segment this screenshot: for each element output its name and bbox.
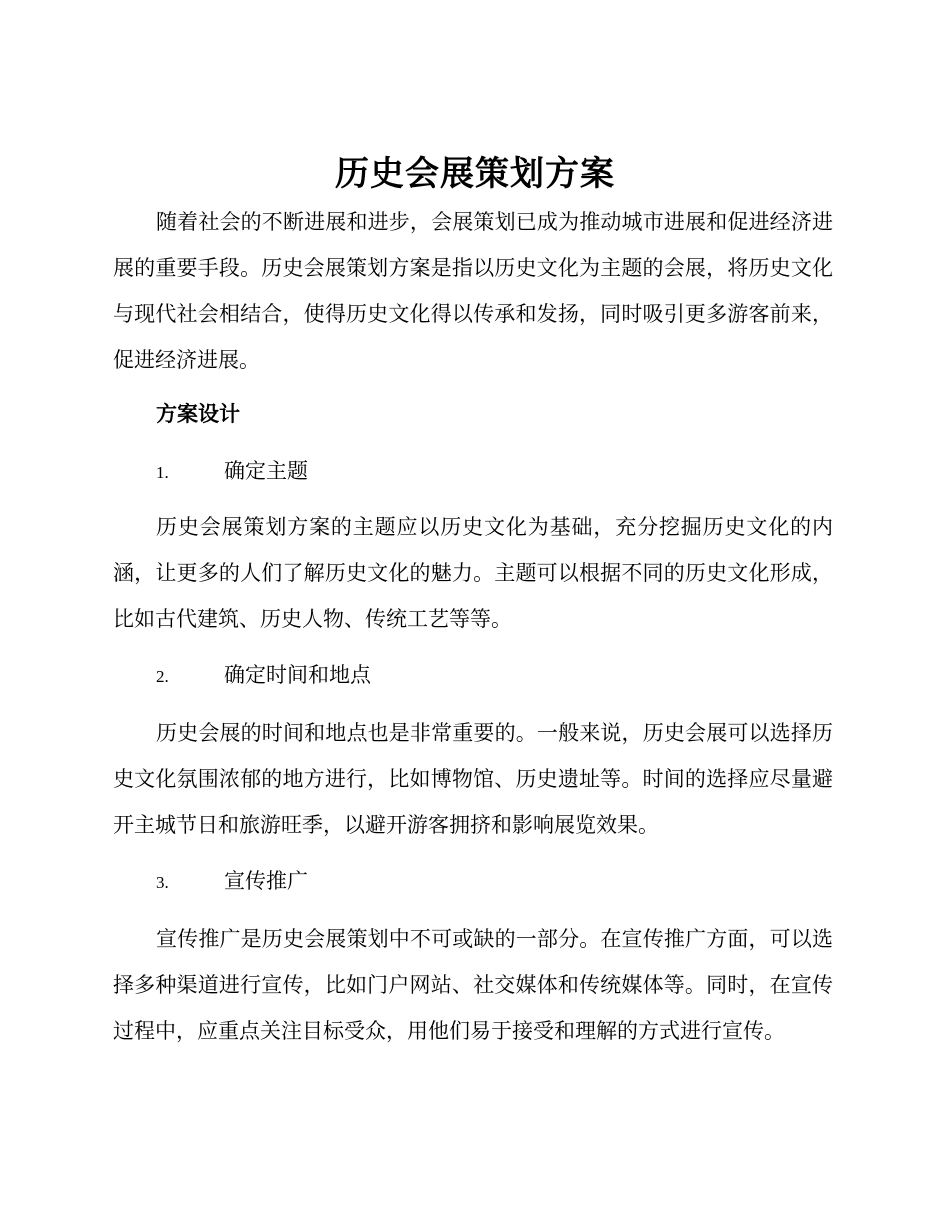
item-2-paragraph: 历史会展的时间和地点也是非常重要的。一般来说，历史会展可以选择历史文化氛围浓郁的地方进行，比如博物馆、历史遗址等。时间的选择应尽量避开主城节日和旅游旺季，以避开游客拥挤和影响展览效果。 <box>113 721 833 837</box>
intro-paragraph: 随着社会的不断进展和进步，会展策划已成为推动城市进展和促进经济进展的重要手段。历史会展策划方案是指以历史文化为主题的会展，将历史文化与现代社会相结合，使得历史文化得以传承和发扬，同时吸引更多游客前来，促进经济进展。 <box>113 210 833 372</box>
list-item-title: 确定时间和地点 <box>224 663 371 687</box>
list-item-title: 宣传推广 <box>224 869 308 893</box>
section-heading: 方案设计 <box>156 402 240 426</box>
document-title: 历史会展策划方案 <box>335 154 615 194</box>
list-item-title: 确定主题 <box>224 459 308 483</box>
list-number: 1. <box>156 463 169 482</box>
list-item-3 <box>156 866 308 898</box>
item-3-paragraph: 宣传推广是历史会展策划中不可或缺的一部分。在宣传推广方面，可以选择多种渠道进行宣传，比如门户网站、社交媒体和传统媒体等。同时，在宣传过程中，应重点关注目标受众，用他们易于接受和理解的方式进行宣传。 <box>113 927 833 1043</box>
list-item-2 <box>156 660 371 692</box>
item-1-paragraph: 历史会展策划方案的主题应以历史文化为基础，充分挖掘历史文化的内涵，让更多的人们了解历史文化的魅力。主题可以根据不同的历史文化形成，比如古代建筑、历史人物、传统工艺等等。 <box>113 515 833 631</box>
list-number: 3. <box>156 873 169 892</box>
list-number: 2. <box>156 667 169 686</box>
list-item-1 <box>156 456 308 488</box>
